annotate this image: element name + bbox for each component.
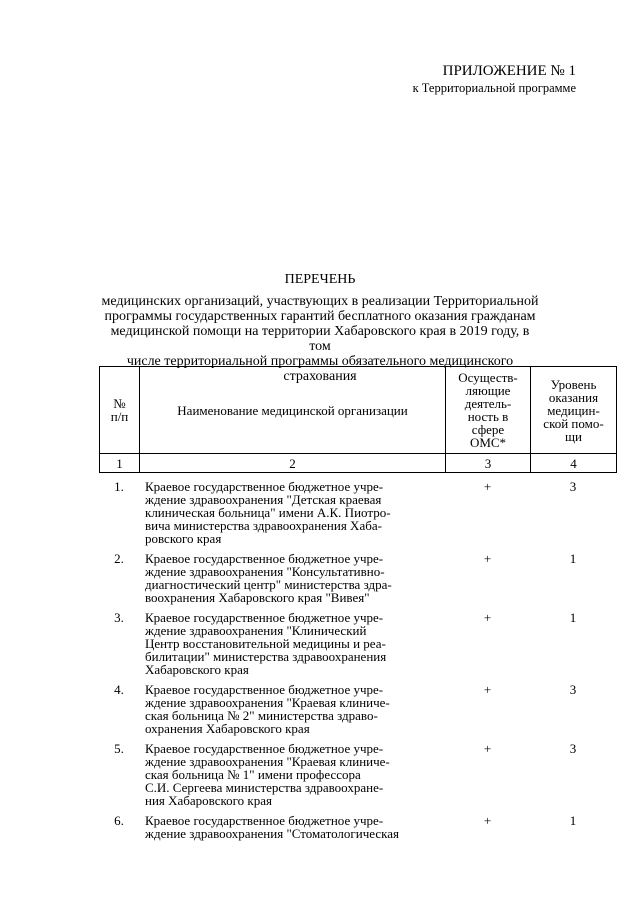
header-level (531, 367, 617, 454)
table-row (99, 814, 616, 840)
oms-mark: + (483, 682, 492, 697)
organization-name (139, 552, 445, 604)
header-num-line: п/п (110, 409, 129, 424)
organization-name-line: воохранения Хабаровского края "Вивея" (145, 590, 370, 605)
col-number: 4 (531, 454, 617, 473)
oms-mark: + (483, 479, 492, 494)
organization-name (139, 742, 445, 807)
organization-name-line: Краевое государственное бюджетное учре- (145, 479, 384, 494)
organization-name-line: ждение здравоохранения "Консультативно- (145, 564, 385, 579)
care-level: 1 (569, 610, 577, 625)
organization-name (139, 611, 445, 676)
header-oms-line: ОМС* (469, 435, 507, 450)
organization-name (139, 480, 445, 545)
organization-name-line: ждение здравоохранения "Клинический (145, 623, 367, 638)
organization-name-line: ния Хабаровского края (145, 793, 272, 808)
row-number: 1. (114, 479, 124, 494)
appendix-subtitle: к Территориальной программе (412, 81, 576, 95)
organization-name-line: Хабаровского края (145, 662, 249, 677)
care-level: 3 (569, 682, 577, 697)
care-level: 1 (569, 551, 577, 566)
organization-name-line: ровского края (145, 531, 222, 546)
header-name (140, 367, 446, 454)
row-number: 6. (114, 813, 124, 828)
row-number: 2. (114, 551, 124, 566)
organization-name-line: Краевое государственное бюджетное учре- (145, 551, 384, 566)
organization-list (99, 480, 616, 847)
organization-name-line: Краевое государственное бюджетное учре- (145, 813, 384, 828)
organization-name-line: ская больница № 2" министерства здраво- (145, 708, 378, 723)
header-level-line: Уровень (550, 376, 597, 392)
header-name-line: Наименование медицинской организации (177, 402, 408, 418)
table-row (99, 480, 616, 545)
table-header (99, 366, 617, 473)
table-row (99, 683, 616, 735)
document-title: ПЕРЕЧЕНЬ (284, 272, 356, 287)
care-level: 3 (569, 479, 577, 494)
organization-name-line: С.И. Сергеева министерства здравоохране- (145, 780, 384, 795)
oms-mark: + (483, 610, 492, 625)
header-level-line: медицин- (547, 402, 600, 418)
organization-name-line: ждение здравоохранения "Краевая клиниче- (145, 695, 390, 710)
header-num (100, 367, 140, 454)
subtitle-line: медицинской помощи на территории Хабаровского края в 2019 году, в том (110, 324, 530, 354)
organization-name-line: билитации" министерства здравоохранения (145, 649, 387, 664)
subtitle-line: числе территориальной программы обязательного медицинского страхования (126, 354, 514, 384)
header-oms-line: ляющие (465, 383, 511, 398)
organization-name-line: ждение здравоохранения "Краевая клиниче- (145, 754, 390, 769)
organization-name (139, 683, 445, 735)
header-level-line: ской помо- (543, 415, 604, 431)
oms-mark: + (483, 741, 492, 756)
care-level: 1 (569, 813, 577, 828)
table-row (99, 611, 616, 676)
organization-name-line: диагностический центр" министерства здра- (145, 577, 392, 592)
organization-name-line: вича министерства здравоохранения Хаба- (145, 518, 382, 533)
organization-name-line: ская больница № 1" имени профессора (145, 767, 361, 782)
table-row (99, 552, 616, 604)
header-oms-line: сфере (471, 422, 505, 437)
subtitle-line: медицинских организаций, участвующих в реализации Территориальной (101, 294, 539, 309)
appendix-header (413, 62, 576, 96)
header-level-line: щи (565, 428, 582, 444)
appendix-title: ПРИЛОЖЕНИЕ № 1 (442, 63, 576, 79)
care-level: 3 (569, 741, 577, 756)
header-level-line: оказания (548, 389, 599, 405)
organization-name-line: Центр восстановительной медицины и реа- (145, 636, 386, 651)
organization-name-line: Краевое государственное бюджетное учре- (145, 741, 384, 756)
table-row (99, 742, 616, 807)
header-oms-line: ность в (467, 409, 509, 424)
organization-name-line: Краевое государственное бюджетное учре- (145, 610, 384, 625)
header-oms-line: деятель- (464, 396, 512, 411)
row-number: 3. (114, 610, 124, 625)
subtitle-line: программы государственных гарантий бесплатного оказания гражданам (104, 309, 536, 324)
oms-mark: + (483, 813, 492, 828)
row-number: 5. (114, 741, 124, 756)
header-oms-line: Осуществ- (458, 370, 518, 385)
organization-name (139, 814, 445, 840)
col-number: 1 (100, 454, 140, 473)
organization-name-line: Краевое государственное бюджетное учре- (145, 682, 384, 697)
organization-name-line: охранения Хабаровского края (145, 721, 310, 736)
header-oms (446, 367, 531, 454)
organization-name-line: клиническая больница" имени А.К. Пиотро- (145, 505, 391, 520)
col-number: 2 (140, 454, 446, 473)
col-number: 3 (446, 454, 531, 473)
organization-name-line: ждение здравоохранения "Детская краевая (145, 492, 382, 507)
organization-name-line: ждение здравоохранения "Стоматологическая (145, 826, 399, 841)
header-num-line: № (113, 396, 126, 411)
oms-mark: + (483, 551, 492, 566)
row-number: 4. (114, 682, 124, 697)
